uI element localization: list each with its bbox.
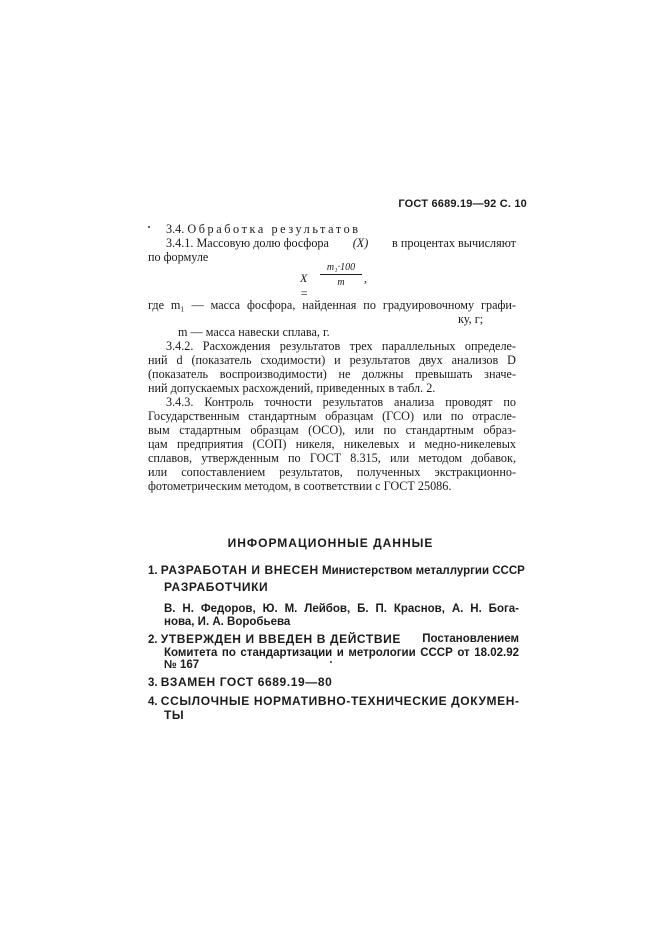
para-343-line5: сплавов, утвержденным по ГОСТ 8.315, или методом добавок, — [148, 451, 516, 465]
info-item-2-line3: № 167 — [164, 659, 200, 671]
info-item-4-line2 — [164, 708, 184, 723]
info-item-1-sub — [164, 580, 268, 595]
para-343-line7: фотометрическим методом, в соответствии с ГОСТ 25086. — [148, 479, 452, 493]
info-item-2-rest: Постановлением — [422, 633, 519, 645]
where-line3: m — масса навески сплава, г. — [178, 325, 330, 339]
info-item-2-head — [148, 632, 401, 647]
info-item-2-line1 — [148, 632, 519, 647]
para-343-line6: или сопоставлением результатов, полученных экстракционно- — [148, 465, 516, 479]
where-line1: где m₁ — масса фосфора, найденная по градуировочному графи- — [148, 298, 516, 312]
info-item-3-number: 3. — [148, 677, 158, 689]
para-342-line4: ний допускаемых расхождений, приведенных в табл. 2. — [148, 381, 436, 395]
para-342-line3: (показатель воспроизводимости) не должны превышать значе- — [148, 367, 516, 381]
info-item-4-number: 4. — [148, 696, 158, 708]
para-341-symbol: (X) — [352, 236, 369, 250]
section-number: 3.4. — [166, 222, 185, 236]
authors-line1: В. Н. Федоров, Ю. М. Лейбов, Б. П. Краснов, А. Н. Бога- — [164, 603, 519, 615]
para-341-line1 — [166, 236, 516, 250]
info-item-1-caps: РАЗРАБОТАН И ВНЕСЕН — [160, 563, 319, 577]
info-item-4 — [148, 694, 520, 709]
para-343-line1: 3.4.3. Контроль точности результатов анализа проводят по — [166, 395, 516, 409]
where-line2: ку, г; — [458, 312, 484, 326]
para-341-text-c: в процентах вычисляют — [392, 236, 516, 250]
para-343-line4: цам предприятия (СОП) никеля, никелевых и медно-никелевых — [148, 437, 516, 451]
para-342-line1: 3.4.2. Расхождения результатов трех параллельных определе- — [166, 339, 516, 353]
formula-fraction — [320, 262, 362, 288]
info-item-2-line2: Комитета по стандартизации и метрологии СССР от 18.02.92 — [164, 647, 519, 659]
info-item-4-line1: ССЫЛОЧНЫЕ НОРМАТИВНО-ТЕХНИЧЕСКИЕ ДОКУМЕН- — [160, 694, 520, 708]
formula-comma: , — [364, 271, 367, 285]
section-title: Обработка результатов — [187, 222, 361, 236]
section-heading — [166, 222, 361, 236]
para-342-line2: ний d (показатель сходимости) и результатов двух анализов D — [148, 353, 516, 367]
formula-numerator: m₁·100 — [326, 262, 356, 273]
info-item-1 — [148, 563, 525, 578]
info-title: ИНФОРМАЦИОННЫЕ ДАННЫЕ — [227, 536, 434, 550]
para-343-line3: вым стадартным образцам (ОСО), или по стандартным образ- — [148, 423, 516, 437]
formula-lhs: X = — [300, 271, 309, 300]
speck — [148, 226, 150, 228]
para-341-text-a: 3.4.1. Массовую долю фосфора — [166, 236, 329, 250]
para-343-line2: Государственным стандартным образцам (ГСО) или по отрасле- — [148, 409, 516, 423]
info-item-2-number: 2. — [148, 634, 158, 646]
info-item-3-text: ВЗАМЕН ГОСТ 6689.19—80 — [160, 675, 333, 689]
info-item-3 — [148, 675, 332, 690]
info-item-4-line2-text: ТЫ — [164, 708, 185, 722]
info-item-2-caps: УТВЕРЖДЕН И ВВЕДЕН В ДЕЙСТВИЕ — [160, 632, 401, 646]
developers-heading: РАЗРАБОТЧИКИ — [164, 580, 269, 594]
formula-denominator: m — [337, 277, 345, 288]
info-item-1-number: 1. — [148, 565, 158, 577]
fraction-bar — [320, 274, 362, 275]
authors-line2: нова, И. А. Воробьева — [164, 616, 291, 628]
page-header: ГОСТ 6689.19—92 С. 10 — [398, 198, 527, 210]
para-341-line2: по формуле — [148, 250, 209, 264]
speck — [330, 661, 332, 663]
info-item-1-rest: Министерством металлургии СССР — [321, 565, 525, 577]
